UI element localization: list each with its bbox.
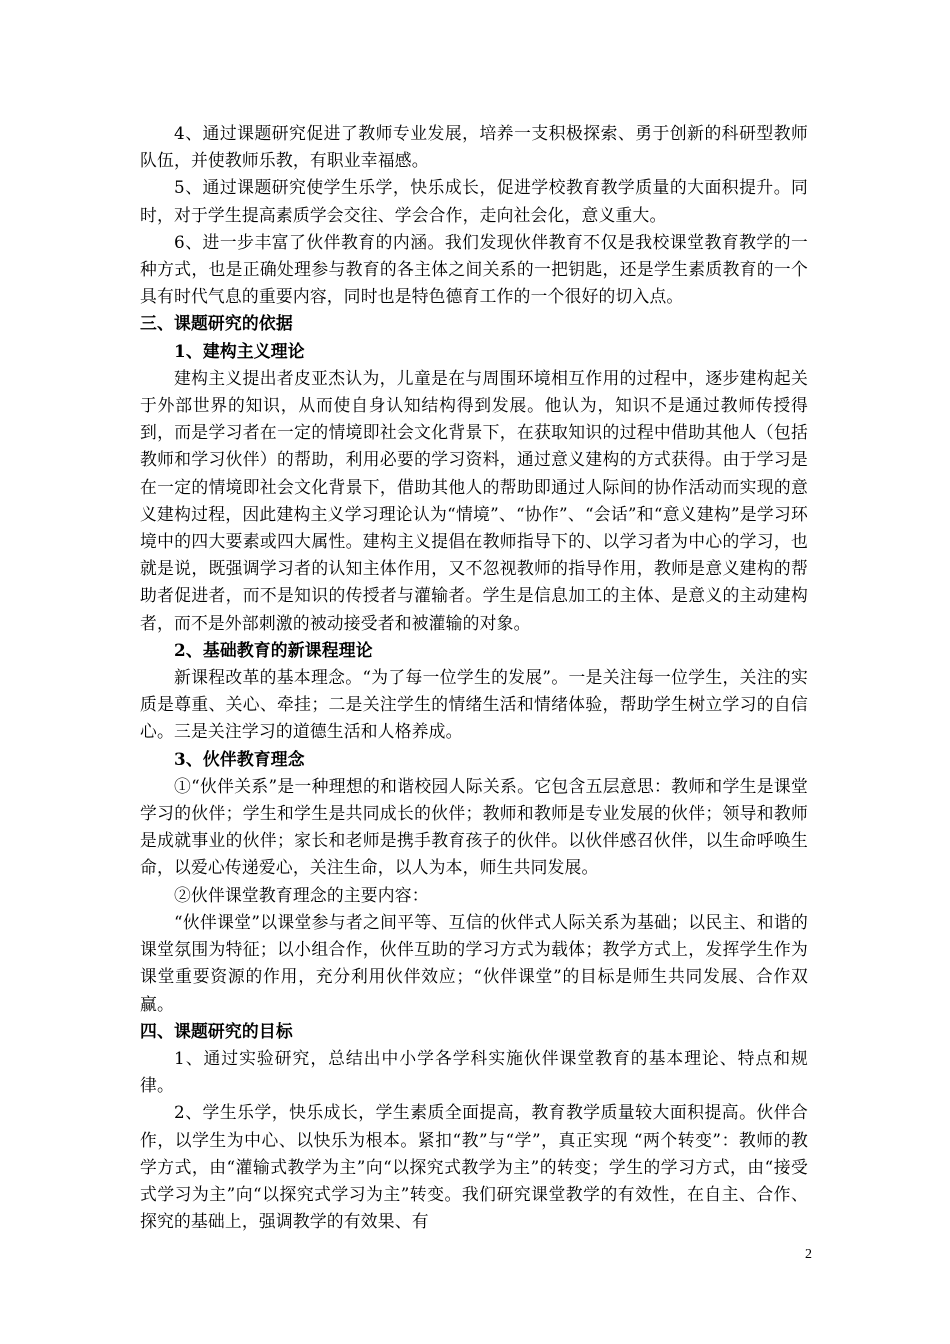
paragraph-constructivism: 建构主义提出者皮亚杰认为，儿童是在与周围环境相互作用的过程中，逐步建构起关于外部世界的知识，从而使自身认知结构得到发展。他认为，知识不是通过教师传授得到，而是学习者在一定的情境即社会文化背景下，在获取知识的过程中借助其他人（包括教师和学习伙伴）的帮助，利用必要的学习资料，通过意义建构的方式获得。由于学习是在一定的情境即社会文化背景下，借助其他人的帮助即通过人际间的协作活动而实现的意义建构过程，因此建构主义学习理论认为“情境”、“协作”、“会话”和“意义建构”是学习环境中的四大要素或四大属性。建构主义提倡在教师指导下的、以学习者为中心的学习，也就是说，既强调学习者的认知主体作用，又不忽视教师的指导作用，教师是意义建构的帮助者促进者，而不是知识的传授者与灌输者。学生是信息加工的主体、是意义的主动建构者，而不是外部刺激的被动接受者和被灌输的对象。 bbox=[140, 367, 808, 633]
paragraph-point-4: 4、通过课题研究促进了教师专业发展，培养一支积极探索、勇于创新的科研型教师队伍，并使教师乐教，有职业幸福感。 bbox=[140, 123, 808, 171]
paragraph-partner-classroom-title: ②伙伴课堂教育理念的主要内容： bbox=[174, 884, 429, 905]
subheading-constructivism: 1、建构主义理论 bbox=[174, 340, 305, 361]
paragraph-new-curriculum: 新课程改革的基本理念。“为了每一位学生的发展”。一是关注每一位学生，关注的实质是尊重、关心、牵挂；二是关注学生的情绪生活和情绪体验，帮助学生树立学习的自信心。三是关注学习的道德生活和人格养成。 bbox=[140, 667, 808, 742]
section-heading-goals: 四、课题研究的目标 bbox=[140, 1020, 293, 1041]
paragraph-partner-classroom: “伙伴课堂”以课堂参与者之间平等、互信的伙伴式人际关系为基础；以民主、和谐的课堂氛围为特征；以小组合作，伙伴互助的学习方式为载体；教学方式上，发挥学生作为课堂重要资源的作用，充分利用伙伴效应；“伙伴课堂”的目标是师生共同发展、合作双赢。 bbox=[140, 911, 808, 1014]
page-number: 2 bbox=[805, 1247, 812, 1262]
paragraph-goal-1: 1、通过实验研究，总结出中小学各学科实施伙伴课堂教育的基本理论、特点和规律。 bbox=[140, 1047, 808, 1096]
paragraph-partner-relationship: ①“伙伴关系”是一种理想的和谐校园人际关系。它包含五层意思：教师和学生是课堂学习的伙伴；学生和学生是共同成长的伙伴；教师和教师是专业发展的伙伴；领导和教师是成就事业的伙伴；家长和老师是携手教育孩子的伙伴。以伙伴感召伙伴，以生命呼唤生命，以爱心传递爱心，关注生命，以人为本，师生共同发展。 bbox=[140, 775, 808, 878]
section-heading-basis: 三、课题研究的依据 bbox=[140, 313, 293, 334]
paragraph-goal-2: 2、学生乐学，快乐成长，学生素质全面提高，教育教学质量较大面积提高。伙伴合作，以学生为中心、以快乐为根本。紧扣“教”与“学”，真正实现 “两个转变”：教师的教学方式，由“灌输式教学为主”向“以探究式教学为主”的转变；学生的学习方式，由“接受式学习为主”向“以探究式学习为主”转变。我们研究课堂教学的有效性，在自主、合作、探究的基础上，强调教学的有效果、有 bbox=[140, 1102, 808, 1232]
page-content bbox=[140, 120, 808, 1235]
subheading-new-curriculum: 2、基础教育的新课程理论 bbox=[174, 639, 373, 660]
paragraph-point-5: 5、通过课题研究使学生乐学，快乐成长，促进学校教育教学质量的大面积提升。同时，对于学生提高素质学会交往、学会合作，走向社会化，意义重大。 bbox=[140, 177, 808, 225]
subheading-partner-education: 3、伙伴教育理念 bbox=[174, 748, 305, 769]
paragraph-point-6: 6、进一步丰富了伙伴教育的内涵。我们发现伙伴教育不仅是我校课堂教育教学的一种方式，也是正确处理参与教育的各主体之间关系的一把钥匙，还是学生素质教育的一个具有时代气息的重要内容，同时也是特色德育工作的一个很好的切入点。 bbox=[140, 231, 808, 307]
